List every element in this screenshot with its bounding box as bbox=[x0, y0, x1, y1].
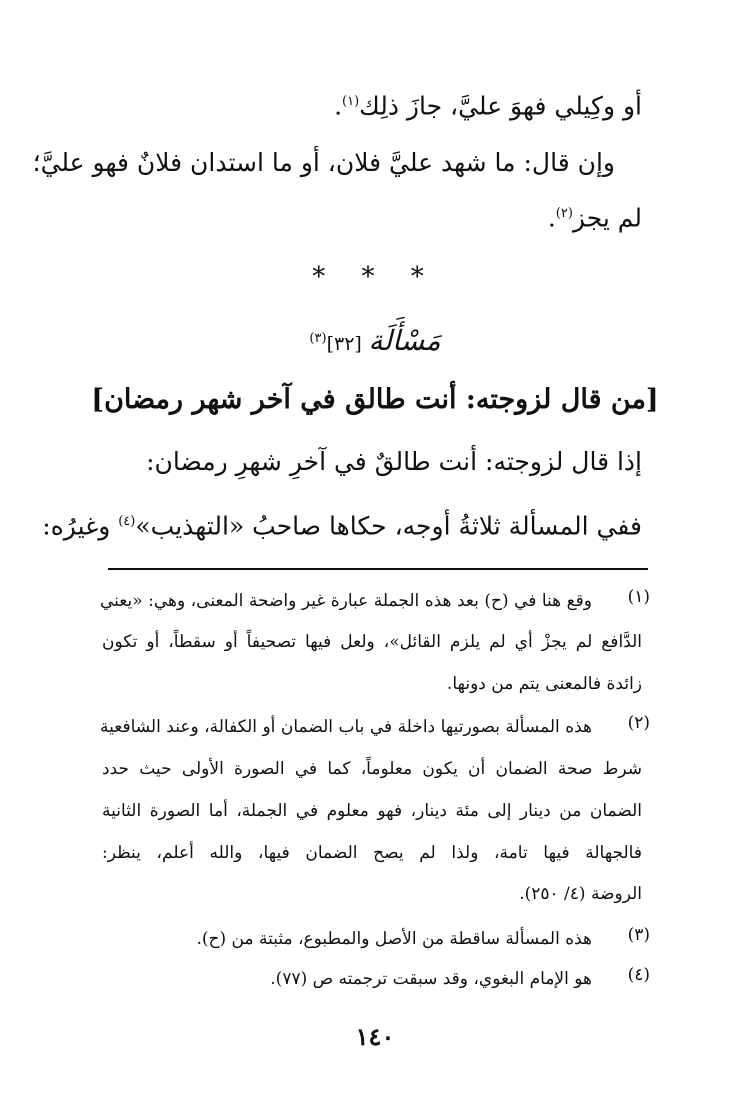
masala-title bbox=[0, 324, 750, 357]
footnote-1-line-3: زائدة فالمعنى يتم من دونها. bbox=[446, 674, 642, 694]
body-line-4: إذا قال لزوجته: أنت طالقٌ في آخرِ شهرِ رمضان: bbox=[146, 447, 642, 476]
body-line-5: ففي المسألة ثلاثةُ أوجه، حكاها صاحبُ «التهذيب»$^{(٤)}$ وغيرُه: bbox=[42, 511, 642, 541]
section-heading: [من قال لزوجته: أنت طالق في آخر شهر رمضان] bbox=[91, 384, 659, 415]
footnote-1-line-1: وقع هنا في (ح) بعد هذه الجملة عبارة غير واضحة المعنى، وهي: «يعني bbox=[100, 591, 592, 611]
footnote-4-line-1: هو الإمام البغوي، وقد سبقت ترجمته ص (٧٧). bbox=[270, 969, 592, 989]
footnote-ref-3[interactable]: (٣) bbox=[309, 331, 327, 346]
footnote-1-line-2: الدَّافع لم يجزْ أي لم يلزم القائل»، ولعل فيها تصحيفاً أو سقطاً، أو تكون bbox=[102, 632, 642, 652]
footnote-ref-2[interactable]: (٢) bbox=[555, 206, 573, 221]
masala-number: [٣٢] bbox=[326, 333, 362, 355]
footnote-2-line-4: فالجهالة فيها تامة، ولذا لم يصح الضمان فيها، والله أعلم، ينظر: bbox=[102, 843, 642, 863]
footnote-2-line-1: هذه المسألة بصورتيها داخلة في باب الضمان أو الكفالة، وعند الشافعية bbox=[100, 717, 592, 737]
masala-word: مَسْأَلَة bbox=[368, 324, 441, 357]
section-separator-stars: * * * bbox=[312, 262, 438, 292]
footnote-2-line-2: شرط صحة الضمان أن يكون معلوماً، كما في الصورة الأولى حيث حدد bbox=[102, 759, 642, 779]
footnote-number-3: (٣) bbox=[627, 925, 650, 945]
body-line-2: وإن قال: ما شهد عليَّ فلان، أو ما استدان فلانٌ فهو عليَّ؛ bbox=[32, 148, 615, 177]
footnote-number-1: (١) bbox=[627, 587, 650, 607]
body-line-3: لم يجز$^{(٢)}$. bbox=[547, 203, 642, 233]
body-line-1: أو وكِيلي فهوَ عليَّ، جازَ ذلِك$^{(١)}$. bbox=[334, 91, 642, 121]
footnote-3-line-1: هذه المسألة ساقطة من الأصل والمطبوع، مثبتة من (ح). bbox=[196, 929, 592, 949]
footnote-2-line-3: الضمان من دينار إلى مئة دينار، فهو معلوم في الجملة، أما الصورة الثانية bbox=[102, 801, 642, 821]
footnote-2-line-5: الروضة (٤/ ٢٥٠). bbox=[519, 884, 642, 904]
footnote-separator bbox=[108, 568, 648, 570]
footnote-ref-1[interactable]: (١) bbox=[342, 94, 360, 109]
footnote-number-2: (٢) bbox=[627, 713, 650, 733]
footnote-ref-4[interactable]: (٤) bbox=[118, 514, 136, 529]
footnote-number-4: (٤) bbox=[627, 965, 650, 985]
page-number: ١٤٠ bbox=[355, 1022, 395, 1051]
